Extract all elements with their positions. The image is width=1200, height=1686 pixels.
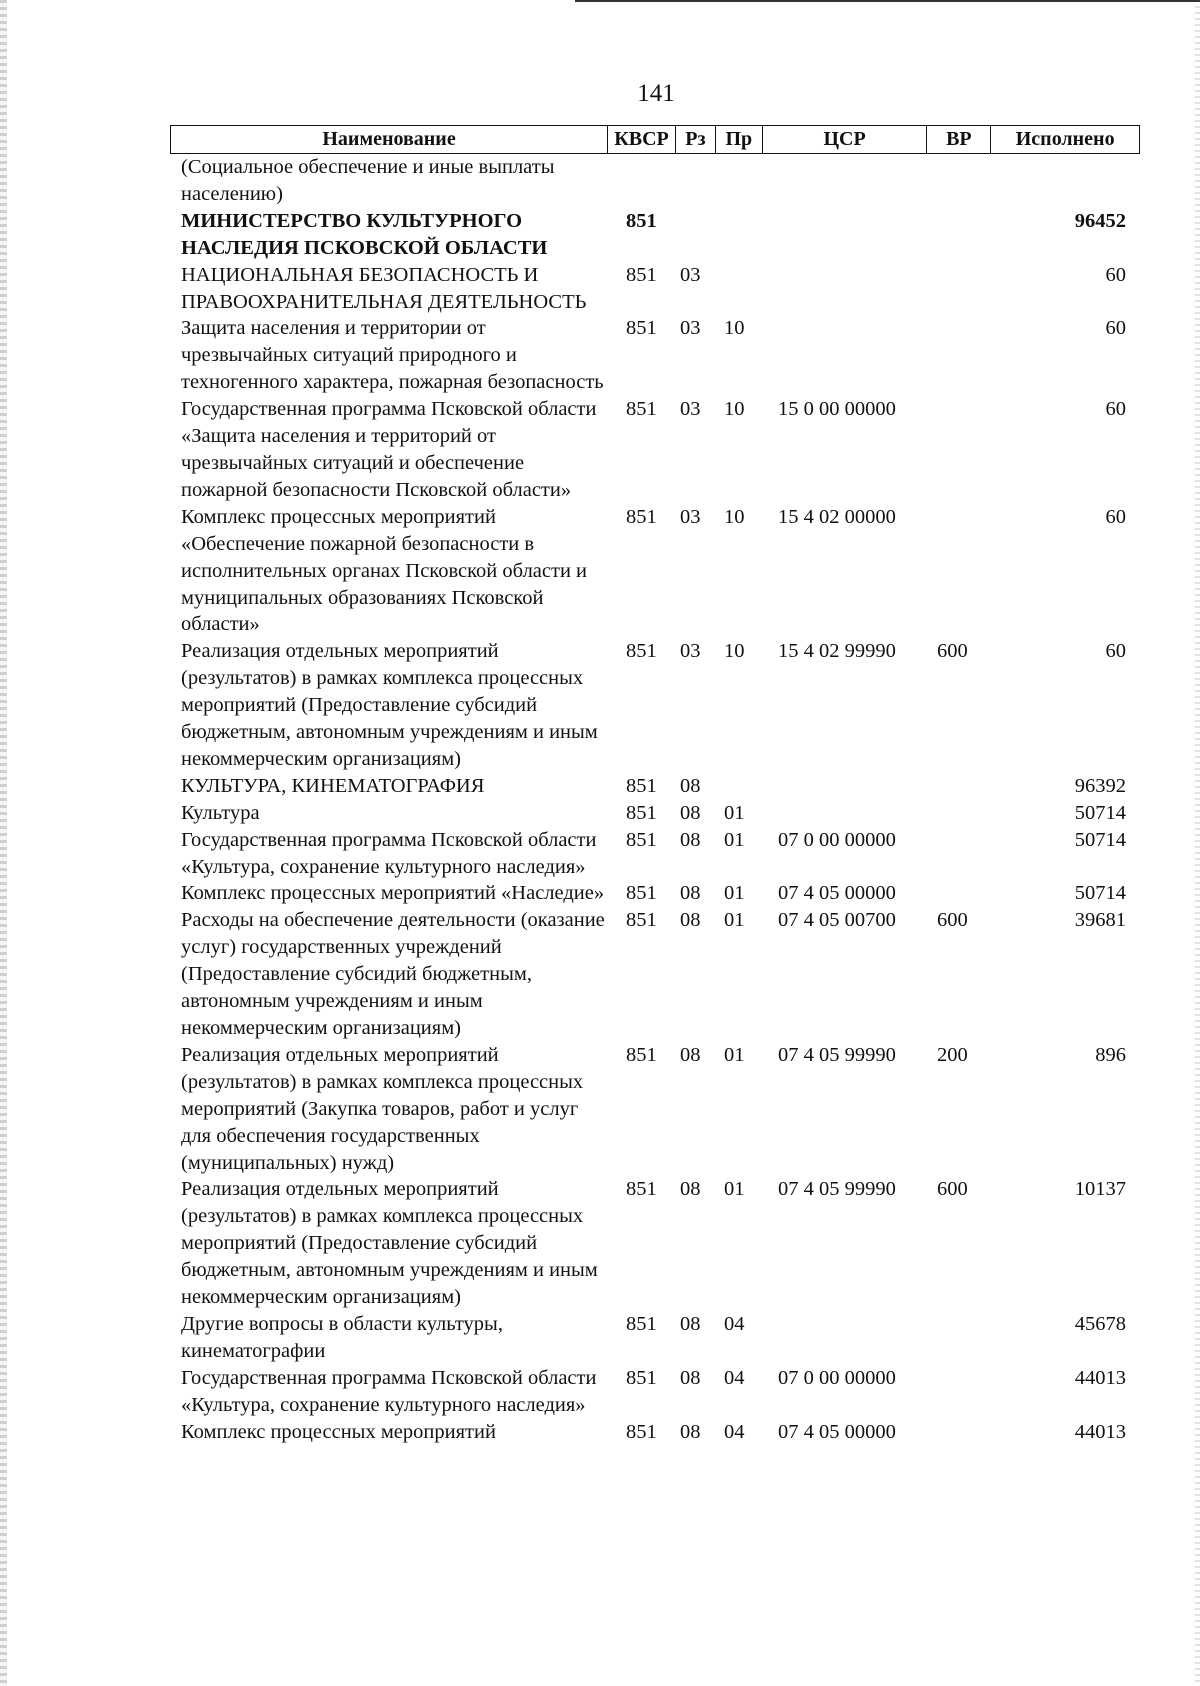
cell-kvsr: 851 [626, 263, 657, 286]
cell-done: 896 [1095, 1043, 1126, 1066]
cell-pr: 10 [724, 640, 745, 663]
cell-done: 45678 [1074, 1312, 1126, 1335]
cell-name: Комплекс процессных мероприятий «Наследие» [181, 882, 605, 905]
cell-rz: 08 [680, 909, 701, 932]
table-row [170, 262, 1140, 316]
cell-done: 60 [1105, 263, 1126, 286]
cell-name: КУЛЬТУРА, КИНЕМАТОГРАФИЯ [181, 774, 485, 797]
cell-name: НАЦИОНАЛЬНАЯ БЕЗОПАСНОСТЬ И ПРАВООХРАНИТЕЛЬНАЯ ДЕЯТЕЛЬНОСТЬ [181, 263, 587, 313]
cell-done: 60 [1105, 317, 1126, 340]
header-name: Наименование [322, 128, 456, 150]
cell-pr: 01 [724, 801, 745, 824]
cell-rz: 03 [680, 398, 701, 421]
cell-pr: 10 [724, 505, 745, 528]
table-row [170, 773, 1140, 800]
cell-kvsr: 851 [626, 882, 657, 905]
cell-done: 50714 [1074, 882, 1126, 905]
table-row [170, 1365, 1140, 1419]
table-body [170, 154, 1140, 1446]
table-row [170, 315, 1140, 396]
cell-rz: 08 [680, 1178, 701, 1201]
cell-kvsr: 851 [626, 1420, 657, 1443]
cell-pr: 01 [724, 909, 745, 932]
cell-done: 10137 [1074, 1178, 1126, 1201]
cell-rz: 08 [680, 1420, 701, 1443]
table-row [170, 638, 1140, 773]
cell-rz: 08 [680, 774, 701, 797]
cell-csr: 15 4 02 00000 [778, 505, 896, 528]
cell-rz: 08 [680, 1043, 701, 1066]
cell-name: Комплекс процессных мероприятий «Обеспечение пожарной безопасности в исполнительных органах Псковской области и муниципальных образованиях Псковской области» [181, 505, 588, 636]
cell-done: 60 [1105, 505, 1126, 528]
cell-pr: 01 [724, 882, 745, 905]
cell-name: Реализация отдельных мероприятий (результатов) в рамках комплекса процессных мероприятий (Закупка товаров, работ и услуг для обеспечения государственных (муниципальных) нужд) [181, 1043, 584, 1174]
cell-done: 60 [1105, 398, 1126, 421]
table-row [170, 880, 1140, 907]
table-row [170, 396, 1140, 504]
cell-pr: 04 [724, 1420, 745, 1443]
header-vr: ВР [926, 126, 990, 153]
table-row [170, 907, 1140, 1042]
cell-name: Государственная программа Псковской области «Защита населения и территорий от чрезвычайных ситуаций и обеспечение пожарной безопасности Псковской области» [181, 398, 597, 501]
cell-csr: 15 4 02 99990 [778, 640, 896, 663]
cell-rz: 08 [680, 828, 701, 851]
header-kvsr: КВСР [607, 126, 675, 153]
cell-pr: 01 [724, 1178, 745, 1201]
cell-kvsr: 851 [626, 1366, 657, 1389]
cell-kvsr: 851 [626, 209, 657, 232]
table-row [170, 827, 1140, 881]
cell-rz: 03 [680, 317, 701, 340]
budget-table [170, 125, 1140, 1446]
cell-name: Государственная программа Псковской области «Культура, сохранение культурного наследия» [181, 828, 597, 878]
cell-done: 44013 [1074, 1366, 1126, 1389]
cell-pr: 04 [724, 1312, 745, 1335]
cell-vr: 600 [937, 909, 968, 932]
cell-pr: 01 [724, 828, 745, 851]
cell-csr: 07 4 05 00000 [778, 882, 896, 905]
cell-rz: 08 [680, 1312, 701, 1335]
cell-name: Реализация отдельных мероприятий (результатов) в рамках комплекса процессных мероприятий (Предоставление субсидий бюджетным, автономным учреждениям и иным некоммерческим организациям) [181, 1178, 598, 1309]
cell-name: МИНИСТЕРСТВО КУЛЬТУРНОГО НАСЛЕДИЯ ПСКОВСКОЙ ОБЛАСТИ [181, 209, 548, 259]
cell-pr: 10 [724, 398, 745, 421]
table-row [170, 1419, 1140, 1446]
cell-kvsr: 851 [626, 909, 657, 932]
cell-name: Государственная программа Псковской области «Культура, сохранение культурного наследия» [181, 1366, 597, 1416]
cell-pr: 10 [724, 317, 745, 340]
cell-rz: 03 [680, 505, 701, 528]
cell-rz: 08 [680, 1366, 701, 1389]
cell-done: 44013 [1074, 1420, 1126, 1443]
cell-kvsr: 851 [626, 1043, 657, 1066]
table-row [170, 154, 1140, 208]
cell-rz: 03 [680, 263, 701, 286]
cell-csr: 07 4 05 99990 [778, 1178, 896, 1201]
table-row [170, 208, 1140, 262]
cell-kvsr: 851 [626, 505, 657, 528]
page-number: 141 [637, 80, 675, 107]
header-done: Исполнено [990, 126, 1139, 153]
cell-rz: 03 [680, 640, 701, 663]
cell-csr: 15 0 00 00000 [778, 398, 896, 421]
cell-name: Реализация отдельных мероприятий (результатов) в рамках комплекса процессных мероприятий (Предоставление субсидий бюджетным, автономным учреждениям и иным некоммерческим организациям) [181, 640, 598, 770]
cell-name: Комплекс процессных мероприятий [181, 1420, 496, 1443]
cell-kvsr: 851 [626, 640, 657, 663]
cell-vr: 600 [937, 640, 968, 663]
table-row [170, 504, 1140, 639]
cell-csr: 07 4 05 00000 [778, 1420, 896, 1443]
cell-done: 96452 [1074, 209, 1126, 232]
cell-name: Защита населения и территории от чрезвычайных ситуаций природного и техногенного характера, пожарная безопасность [181, 317, 604, 394]
cell-name: Другие вопросы в области культуры, кинематографии [181, 1312, 503, 1362]
cell-name: Расходы на обеспечение деятельности (оказание услуг) государственных учреждений (Предоставление субсидий бюджетным, автономным учреждениям и иным некоммерческим организациям) [181, 909, 605, 1039]
cell-kvsr: 851 [626, 774, 657, 797]
scan-edge-left [0, 0, 7, 1686]
cell-done: 50714 [1074, 828, 1126, 851]
cell-name: Культура [181, 801, 260, 824]
table-row [170, 800, 1140, 827]
cell-rz: 08 [680, 882, 701, 905]
cell-kvsr: 851 [626, 828, 657, 851]
scan-edge-right [1195, 0, 1200, 1686]
cell-done: 60 [1105, 640, 1126, 663]
cell-name: (Социальное обеспечение и иные выплаты населению) [181, 156, 555, 205]
cell-csr: 07 4 05 00700 [778, 909, 896, 932]
cell-done: 50714 [1074, 801, 1126, 824]
cell-vr: 200 [937, 1043, 968, 1066]
table-header [170, 125, 1140, 154]
cell-done: 96392 [1074, 774, 1126, 797]
cell-pr: 01 [724, 1043, 745, 1066]
cell-csr: 07 0 00 00000 [778, 828, 896, 851]
cell-kvsr: 851 [626, 801, 657, 824]
header-pr: Пр [715, 126, 762, 153]
table-row [170, 1176, 1140, 1311]
header-rz: Рз [675, 126, 715, 153]
cell-kvsr: 851 [626, 317, 657, 340]
scan-line-top [575, 0, 1200, 2]
table-row [170, 1311, 1140, 1365]
cell-done: 39681 [1074, 909, 1126, 932]
cell-csr: 07 0 00 00000 [778, 1366, 896, 1389]
table-row [170, 1042, 1140, 1177]
cell-pr: 04 [724, 1366, 745, 1389]
cell-csr: 07 4 05 99990 [778, 1043, 896, 1066]
cell-rz: 08 [680, 801, 701, 824]
header-csr: ЦСР [762, 126, 927, 153]
cell-kvsr: 851 [626, 398, 657, 421]
cell-vr: 600 [937, 1178, 968, 1201]
cell-kvsr: 851 [626, 1312, 657, 1335]
cell-kvsr: 851 [626, 1178, 657, 1201]
